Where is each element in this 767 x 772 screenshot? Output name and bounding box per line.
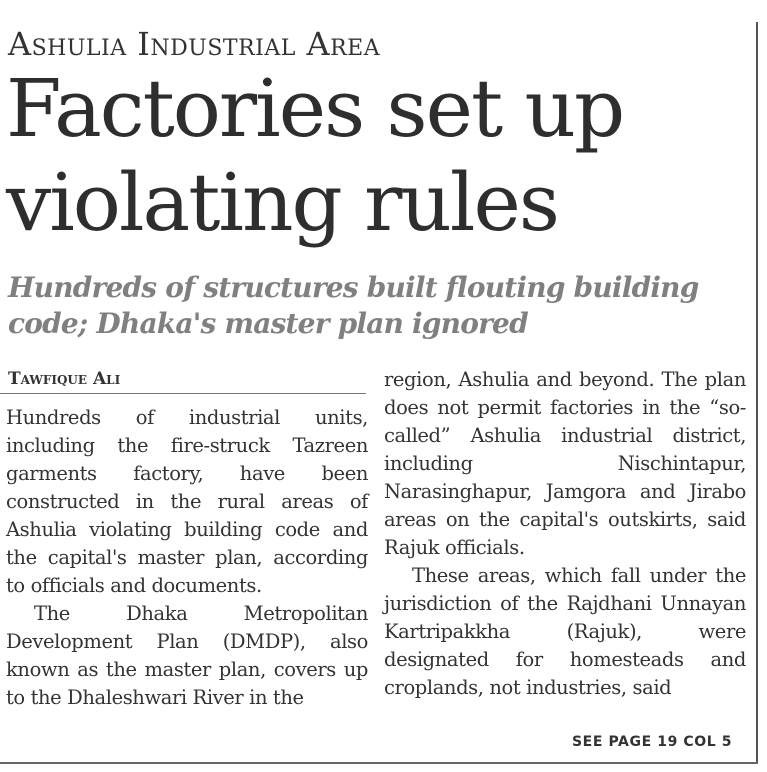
paragraph: These areas, which fall under the jurisdiction of the Rajdhani Unnayan Kartripakkha (Rajuk), were designated for homesteads and croplands, not industries, said [384, 564, 746, 699]
continuation-jump-line: SEE PAGE 19 COL 5 [572, 734, 733, 750]
paragraph: The Dhaka Metropolitan Development Plan (DMDP), also known as the master plan, covers up to the Dhaleshwari River in the [6, 602, 368, 709]
byline-rule [0, 393, 366, 394]
deck-subheadline: Hundreds of structures built flouting building code; Dhaka's master plan ignored [8, 271, 699, 340]
body-column-2 [384, 366, 746, 702]
headline: Factories set up violating rules [6, 62, 624, 249]
body-column-1 [6, 404, 368, 712]
byline: Tawfique Ali [8, 369, 121, 389]
column-divider [756, 22, 758, 762]
bottom-rule [0, 762, 758, 764]
paragraph: region, Ashulia and beyond. The plan does not permit factories in the “so-called” Ashulia industrial district, including Nischintapur, Narasinghapur, Jamgora and Jirabo areas on the capital's outskirts, said Rajuk officials. [384, 368, 746, 559]
kicker: Ashulia Industrial Area [8, 25, 381, 63]
paragraph: Hundreds of industrial units, including the fire-struck Tazreen garments factory, have been constructed in the rural areas of Ashulia violating building code and the capital's master plan, according to officials and documents. [6, 406, 368, 597]
